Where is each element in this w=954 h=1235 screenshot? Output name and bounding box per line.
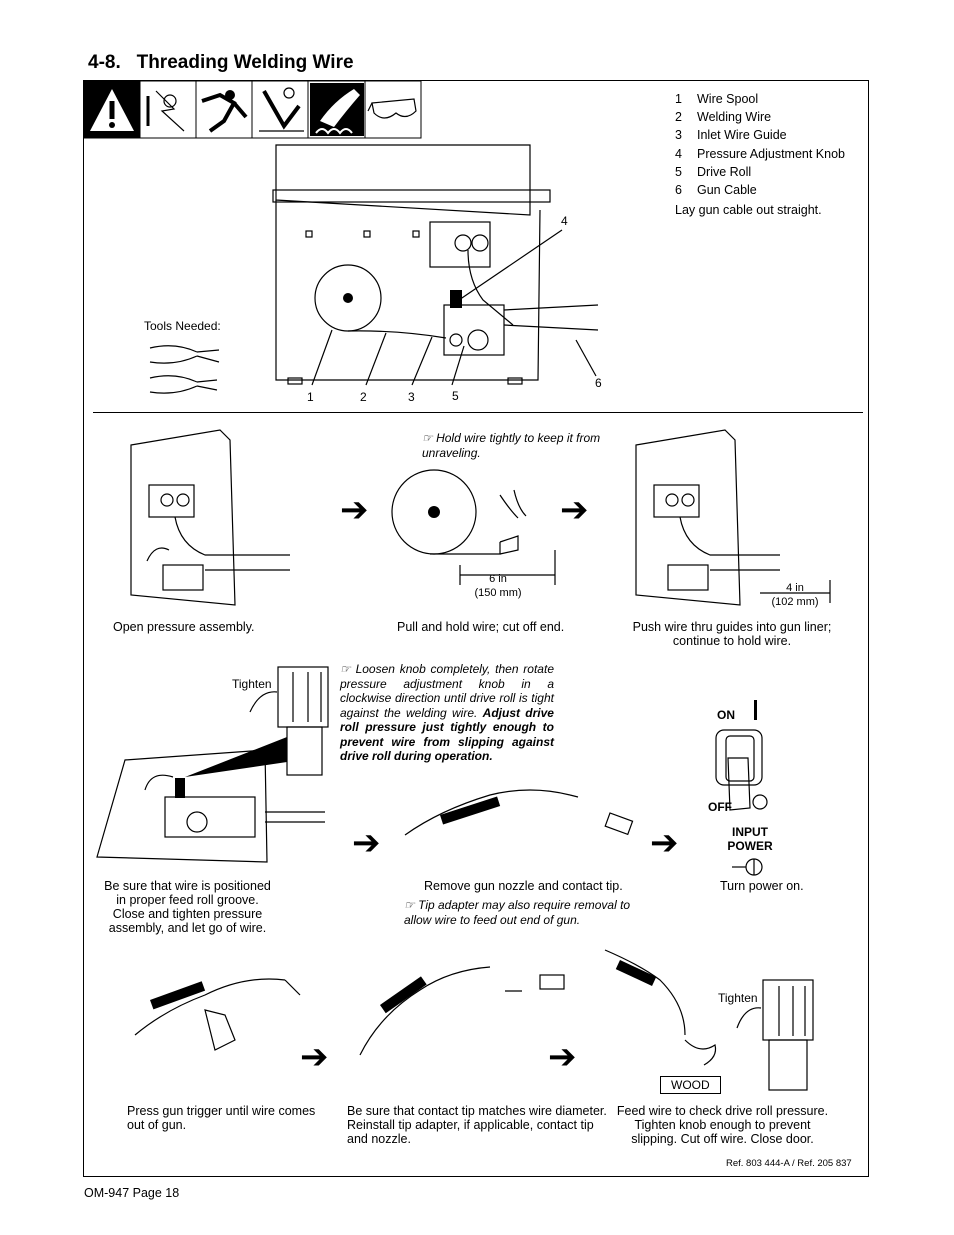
callout-1: 1 [307,390,314,404]
arrow-right-icon: ➔ [300,1038,329,1076]
callout-2: 2 [360,390,367,404]
tighten-label-2: Tighten [718,991,758,1005]
legend-item: 3 Inlet Wire Guide [675,128,787,143]
open-pressure-diagram [125,425,290,610]
tools-needed-label: Tools Needed: [144,319,221,333]
legend-item: 6 Gun Cable [675,183,757,198]
hot-parts-icon [310,83,364,136]
caption-turn-power-on: Turn power on. [720,879,804,893]
welding-gun-disassembled [400,775,640,875]
reference-number: Ref. 803 444-A / Ref. 205 837 [726,1158,852,1169]
note-tip-adapter: ☞ Tip adapter may also require removal to allow wire to feed out end of gun. [404,898,631,927]
legend-item: 4 Pressure Adjustment Knob [675,146,845,161]
dim-4in: 4 in (102 mm) [771,582,819,608]
callout-3: 3 [408,390,415,404]
arrow-right-icon: ➔ [548,1038,577,1076]
power-symbol-icon [732,857,768,877]
caption-remove-nozzle: Remove gun nozzle and contact tip. [424,879,623,893]
input-power-label: INPUT POWER [727,825,773,853]
caption-open-pressure: Open pressure assembly. [113,620,255,634]
callout-6: 6 [595,376,602,390]
legend-note: Lay gun cable out straight. [675,203,822,218]
legend-item: 1 Wire Spool [675,92,759,106]
tighten-knob-2 [735,978,815,1093]
caption-push-wire: Push wire thru guides into gun liner; continue to hold wire. [632,620,832,648]
tighten-label: Tighten [232,677,272,691]
off-label: OFF [708,800,732,814]
note-hold-wire: ☞ Hold wire tightly to keep it from unraveling. [422,431,601,460]
feed-wire-diagram [600,945,720,1075]
callout-4: 4 [561,214,568,228]
reinstall-tip-diagram [350,955,570,1065]
section-title: 4-8. Threading Welding Wire [88,52,354,73]
wood-block-label: WOOD [660,1076,721,1094]
on-label: ON [717,708,735,722]
legend-item: 2 Welding Wire [675,110,772,125]
callout-5: 5 [452,389,459,403]
dim-6in: 6 in (150 mm) [474,573,522,599]
caption-press-trigger: Press gun trigger until wire comes out of gun. [127,1104,316,1132]
arrow-right-icon: ➔ [650,824,679,862]
callout-leaders [300,200,620,400]
caption-contact-tip: Be sure that contact tip matches wire diameter. Reinstall tip adapter, if applicable, contact tip and nozzle. [347,1104,607,1146]
wire-cutters-icon [145,340,225,395]
parts-legend [675,90,845,219]
caption-wire-positioned: Be sure that wire is positioned in proper feed roll groove. Close and tighten pressure assembly, and let go of wire. [104,879,271,935]
arrow-right-icon: ➔ [560,491,589,529]
safety-icons-strip [84,81,421,139]
arrow-right-icon: ➔ [340,491,369,529]
legend-item: 5 Drive Roll [675,164,752,179]
page-footer: OM-947 Page 18 [84,1186,180,1200]
arrow-right-icon: ➔ [352,824,381,862]
press-trigger-diagram [125,960,305,1060]
caption-feed-wire: Feed wire to check drive roll pressure. Tighten knob enough to prevent slipping. Cut off wire. Close door. [616,1104,829,1146]
section-divider [93,412,863,413]
tighten-knob-diagram [95,662,335,862]
caption-pull-hold: Pull and hold wire; cut off end. [397,620,565,634]
note-loosen-knob: ☞ Loosen knob completely, then rotate pressure adjustment knob in a clockwise direction until drive roll is tight against the welding wire. Adjust drive roll pressure just tightly enough to prevent wire from slipping against drive roll during operation. [340,662,554,763]
